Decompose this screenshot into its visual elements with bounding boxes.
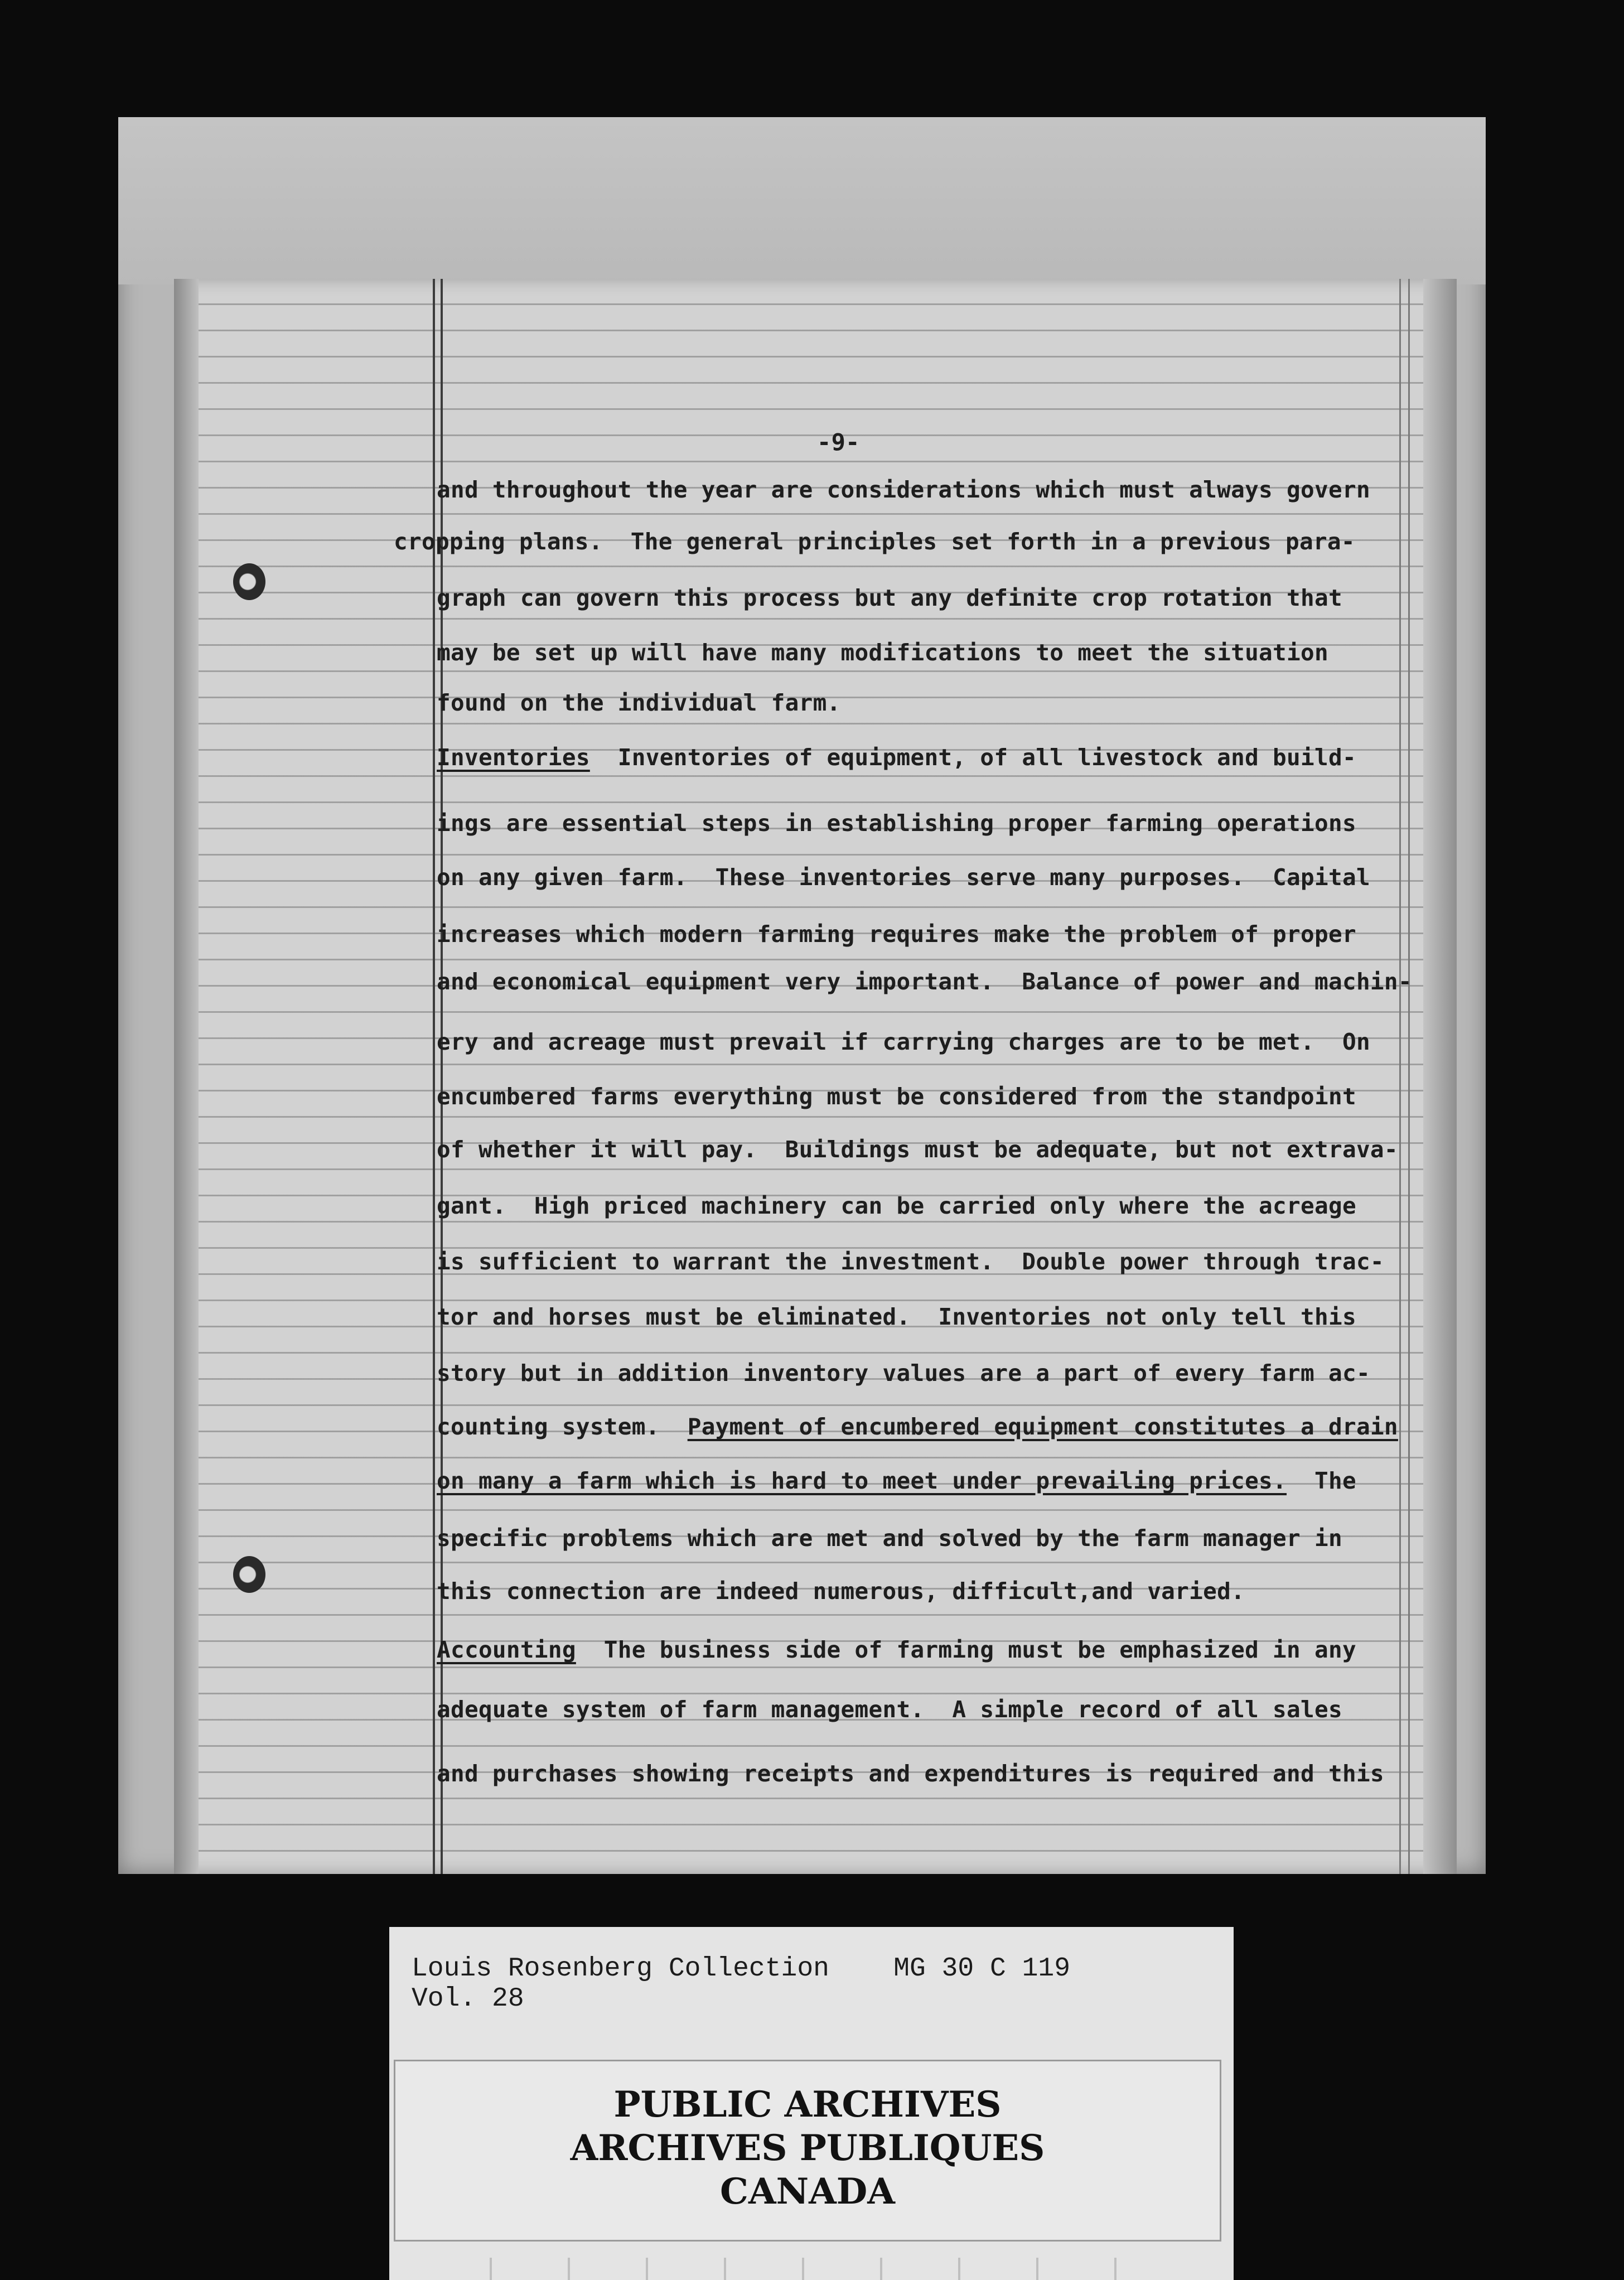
left-margin-line bbox=[433, 279, 435, 1874]
text-line-7: ings are essential steps in establishing proper farming operations bbox=[437, 810, 1356, 837]
text-line-14: gant. High priced machinery can be carried only where the acreage bbox=[437, 1192, 1356, 1219]
underlined-passage-part-2: on many a farm which is hard to meet under prevailing prices. bbox=[437, 1467, 1287, 1494]
punch-hole-top bbox=[233, 563, 265, 600]
inventories-first-line bbox=[437, 746, 1356, 769]
backing-sheet-top bbox=[118, 117, 1486, 284]
stamp-line-2: ARCHIVES PUBLIQUES bbox=[570, 2127, 1045, 2169]
left-margin-line-inner bbox=[441, 279, 443, 1874]
text-line-13: of whether it will pay. Buildings must be adequate, but not extrava- bbox=[437, 1136, 1398, 1163]
text-line-21: this connection are indeed numerous, difficult,and varied. bbox=[437, 1578, 1245, 1605]
inventories-heading: Inventories bbox=[437, 744, 590, 771]
right-margin-line bbox=[1399, 279, 1401, 1874]
text-line-8: on any given farm. These inventories serve many purposes. Capital bbox=[437, 864, 1370, 891]
line-18-plain: counting system. bbox=[437, 1413, 688, 1440]
text-line-19 bbox=[437, 1467, 1356, 1494]
text-line-2: cropping plans. The general principles set forth in a previous para- bbox=[394, 528, 1355, 555]
right-margin-line-outer bbox=[1408, 279, 1410, 1874]
volume-line: Vol. 28 bbox=[412, 1984, 524, 2014]
line-19-plain: The bbox=[1287, 1467, 1356, 1494]
text-line-1: and throughout the year are considerations which must always govern bbox=[437, 476, 1370, 503]
text-line-24: and purchases showing receipts and expenditures is required and this bbox=[437, 1760, 1384, 1787]
punch-hole-bottom bbox=[233, 1556, 265, 1593]
text-line-12: encumbered farms everything must be considered from the standpoint bbox=[437, 1083, 1356, 1110]
archives-stamp bbox=[394, 2060, 1221, 2242]
underlined-passage-part-1: Payment of encumbered equipment constitutes a drain bbox=[687, 1413, 1398, 1440]
text-line-5: found on the individual farm. bbox=[437, 689, 841, 716]
text-line-4: may be set up will have many modifications to meet the situation bbox=[437, 639, 1328, 666]
text-line-10: and economical equipment very important. Balance of power and machin- bbox=[437, 968, 1412, 995]
text-line-16: tor and horses must be eliminated. Inventories not only tell this bbox=[437, 1303, 1356, 1330]
text-line-20: specific problems which are met and solved by the farm manager in bbox=[437, 1525, 1342, 1552]
stamp-line-1: PUBLIC ARCHIVES bbox=[613, 2084, 1002, 2126]
card-bottom-marks bbox=[456, 2258, 1181, 2280]
accounting-heading: Accounting bbox=[437, 1636, 576, 1663]
archive-label-card bbox=[389, 1927, 1234, 2280]
page-edge-right bbox=[1423, 279, 1457, 1874]
text-line-23: adequate system of farm management. A simple record of all sales bbox=[437, 1696, 1342, 1723]
page-edge-left bbox=[174, 279, 199, 1874]
text-line-11: ery and acreage must prevail if carrying charges are to be met. On bbox=[437, 1028, 1370, 1055]
collection-line: Louis Rosenberg Collection MG 30 C 119 bbox=[412, 1954, 1070, 1984]
accounting-first-line-text: The business side of farming must be emphasized in any bbox=[576, 1636, 1356, 1663]
stamp-line-3: CANADA bbox=[720, 2171, 895, 2213]
typed-page bbox=[174, 279, 1457, 1874]
text-line-3: graph can govern this process but any definite crop rotation that bbox=[437, 585, 1342, 611]
accounting-first-line bbox=[437, 1636, 1356, 1663]
text-line-15: is sufficient to warrant the investment. Double power through trac- bbox=[437, 1248, 1384, 1275]
text-line-18 bbox=[437, 1413, 1398, 1440]
text-line-17: story but in addition inventory values are a part of every farm ac- bbox=[437, 1360, 1370, 1387]
page-number: -9- bbox=[817, 428, 860, 456]
text-line-9: increases which modern farming requires make the problem of proper bbox=[437, 921, 1356, 948]
inventories-first-line-text: Inventories of equipment, of all livestock and build- bbox=[589, 744, 1356, 771]
